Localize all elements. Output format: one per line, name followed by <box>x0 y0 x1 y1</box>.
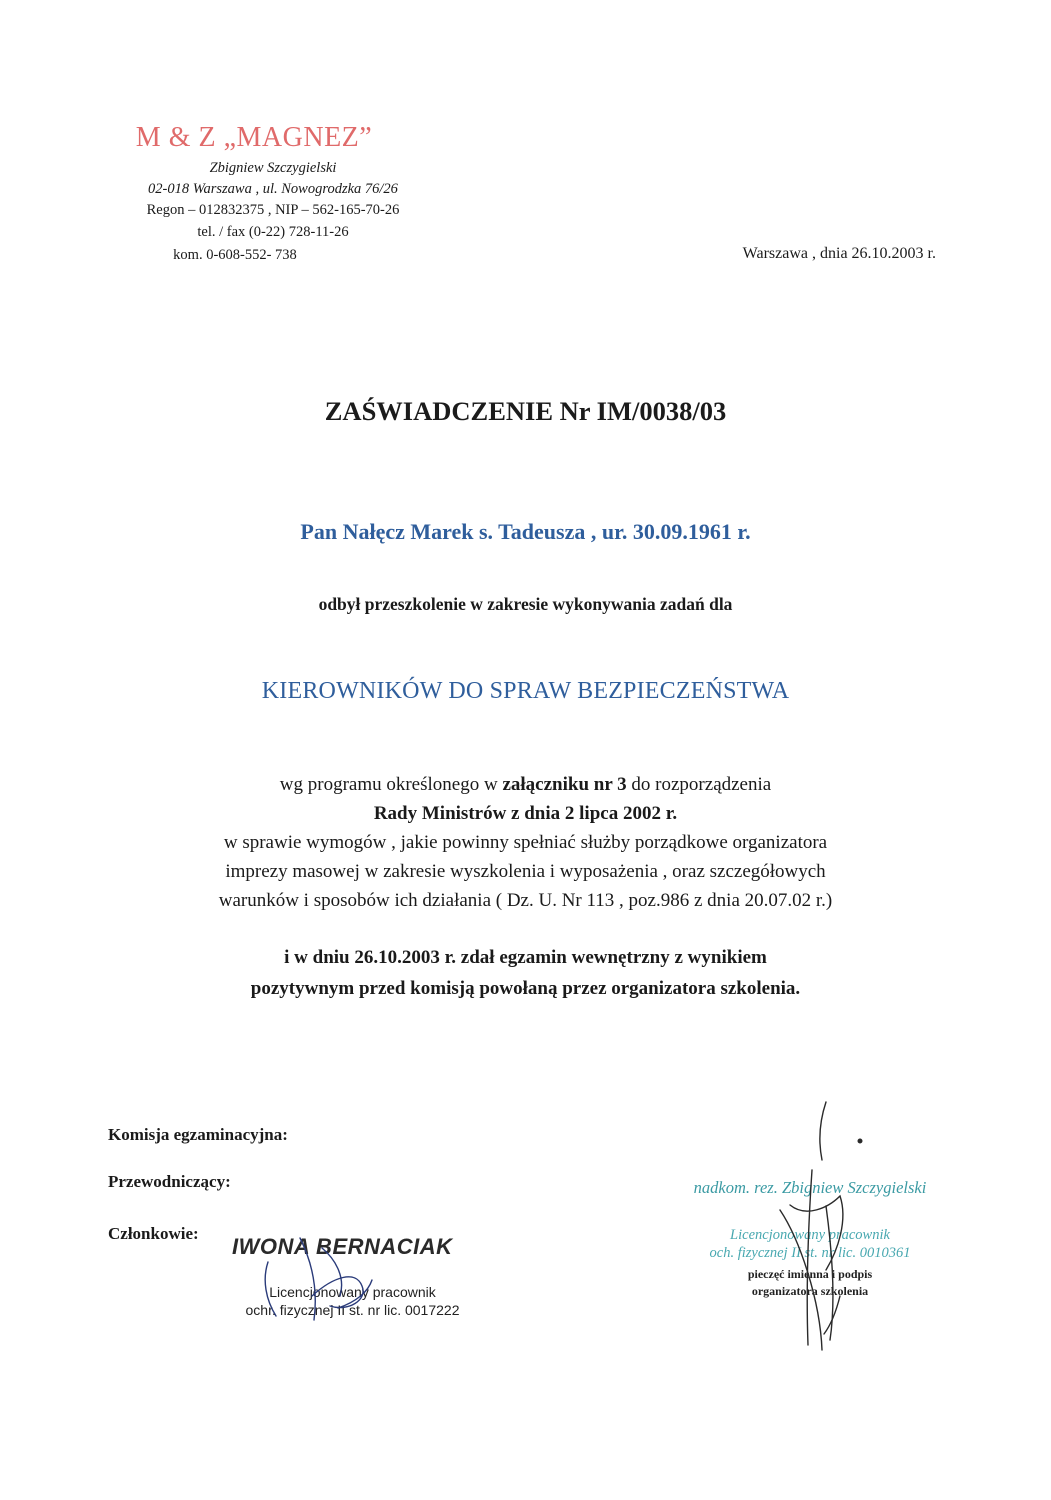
position-title: KIEROWNIKÓW DO SPRAW BEZPIECZEŃSTWA <box>261 678 790 704</box>
recipient-line: Pan Nałęcz Marek s. Tadeusza , ur. 30.09.1961 r. <box>300 519 751 544</box>
organizer-name-stamp: nadkom. rez. Zbigniew Szczygielski <box>693 1178 927 1197</box>
certificate-title: ZAŚWIADCZENIE Nr IM/0038/03 <box>324 396 727 426</box>
program-line-4: imprezy masowej w zakresie wyszkolenia i wyposażenia , oraz szczegółowych <box>225 861 826 882</box>
member-stamp-line-2: ochr. fizycznej II st. nr lic. 0017222 <box>245 1302 460 1318</box>
organizer-license-line-2: och. fizycznej II st. nr lic. 0010361 <box>709 1245 911 1261</box>
chair-label: Przewodniczący: <box>108 1172 231 1191</box>
company-address: 02-018 Warszawa , ul. Nowogrodzka 76/26 <box>148 181 398 197</box>
members-label: Członkowie: <box>108 1224 199 1243</box>
member-stamp-line-1: Licencjonowany pracownik <box>269 1284 436 1300</box>
program-line-5: warunków i sposobów ich działania ( Dz. U. Nr 113 , poz.986 z dnia 20.07.02 r.) <box>218 890 833 911</box>
organizer-signature <box>780 1102 862 1350</box>
company-mobile: kom. 0-608-552- 738 <box>173 247 297 263</box>
program-line-3: w sprawie wymogów , jakie powinny spełniać służby porządkowe organizatora <box>223 832 828 853</box>
exam-line-2: pozytywnym przed komisją powołaną przez organizatora szkolenia. <box>250 978 801 999</box>
organizer-license-line-1: Licencjonowany pracownik <box>730 1227 890 1243</box>
company-regon-nip: Regon – 012832375 , NIP – 562-165-70-26 <box>146 202 400 218</box>
program-line-1: wg programu określonego w załączniku nr 3 do rozporządzenia <box>279 774 772 795</box>
organizer-signature-caption-1: pieczęć imienna i podpis <box>747 1267 873 1281</box>
company-name: M & Z „MAGNEZ” <box>135 122 373 153</box>
member-name-stamp: IWONA BERNACIAK <box>232 1234 453 1259</box>
company-owner: Zbigniew Szczygielski <box>209 160 337 176</box>
organizer-signature-caption-2: organizatora szkolenia <box>751 1284 869 1298</box>
exam-line-1: i w dniu 26.10.2003 r. zdał egzamin wewnętrzny z wynikiem <box>284 947 767 968</box>
training-statement: odbył przeszkolenie w zakresie wykonywania zadań dla <box>318 594 733 614</box>
committee-heading: Komisja egzaminacyjna: <box>108 1125 288 1144</box>
company-phone: tel. / fax (0-22) 728-11-26 <box>197 224 349 240</box>
program-line-2: Rady Ministrów z dnia 2 lipca 2002 r. <box>373 803 678 824</box>
document-date: Warszawa , dnia 26.10.2003 r. <box>742 245 936 262</box>
